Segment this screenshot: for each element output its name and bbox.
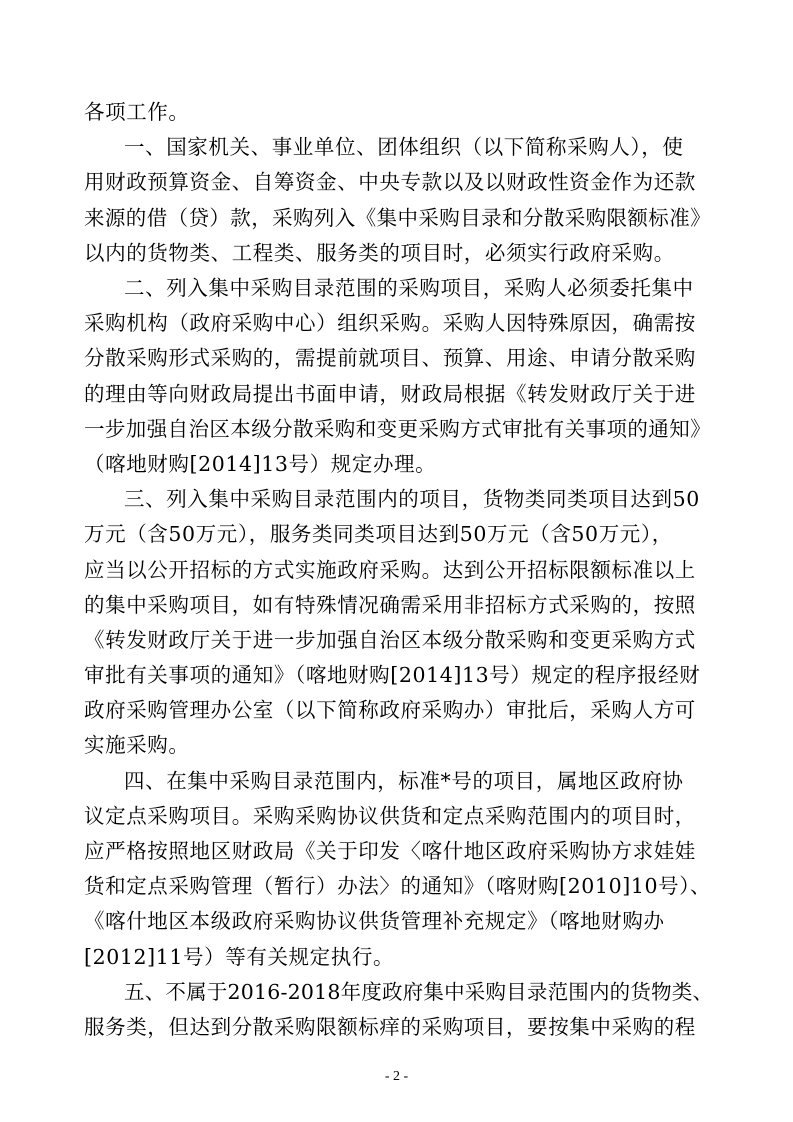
text-line: 来源的借（贷）款，采购列入《集中采购目录和分散采购限额标准》 xyxy=(84,206,711,230)
text-line: 实施采购。 xyxy=(84,733,190,757)
text-line: [2012]11号）等有关规定执行。 xyxy=(84,945,395,969)
text-line: 政府采购管理办公室（以下简称政府采购办）审批后，采购人方可 xyxy=(84,698,696,722)
text-line: （喀地财购[2014]13号）规定办理。 xyxy=(84,452,437,476)
text-line: 一步加强自治区本级分散采购和变更采购方式审批有关事项的通知》 xyxy=(84,417,711,441)
paragraph-4-start: 四、在集中采购目录范围内，标准*号的项目，属地区政府协 xyxy=(124,769,684,793)
text-line: 应严格按照地区财政局《关于印发〈喀什地区政府采购协方求娃娃 xyxy=(84,839,696,863)
text-line: 以内的货物类、工程类、服务类的项目时，必须实行政府采购。 xyxy=(84,241,675,265)
text-line: 《转发财政厅关于进一步加强自治区本级分散采购和变更采购方式 xyxy=(84,628,696,652)
text-line: 采购机构（政府采购中心）组织采购。采购人因特殊原因，确需按 xyxy=(84,311,696,335)
text-line: 货和定点采购管理（暂行）办法〉的通知》（喀财购[2010]10号）、 xyxy=(84,874,712,898)
text-line: 的理由等向财政局提出书面申请，财政局根据《转发财政厅关于进 xyxy=(84,382,696,406)
text-line: 《喀什地区本级政府采购协议供货管理补充规定》（喀地财购办 xyxy=(84,909,665,933)
paragraph-2-start: 二、列入集中采购目录范围的采购项目，采购人必须委托集中 xyxy=(124,276,694,300)
text-line: 服务类，但达到分散采购限额标痒的采购项目，要按集中采购的程 xyxy=(84,1015,696,1039)
text-line: 分散采购形式采购的，需提前就项目、预算、用途、申请分散采购 xyxy=(84,346,696,370)
text-line: 万元（含50万元），服务类同类项目达到50万元（含50万元）， xyxy=(84,522,673,546)
text-line: 的集中采购项目，如有特殊情况确需采用非招标方式采购的，按照 xyxy=(84,593,696,617)
text-line: 各项工作。 xyxy=(84,100,190,124)
paragraph-1-start: 一、国家机关、事业单位、团体组织（以下简称采购人），使 xyxy=(124,135,684,159)
paragraph-5-start: 五、不属于2016-2018年度政府集中采购目录范围内的货物类、 xyxy=(124,980,714,1004)
text-line: 审批有关事项的通知》（喀地财购[2014]13号）规定的程序报经财 xyxy=(84,663,701,687)
text-line: 应当以公开招标的方式实施政府采购。达到公开招标限额标准以上 xyxy=(84,558,696,582)
text-line: 议定点采购项目。采购采购协议供货和定点采购范围内的项目时， xyxy=(84,804,696,828)
text-line: 用财政预算资金、自筹资金、中央专款以及以财政性资金作为还款 xyxy=(84,170,696,194)
page-number: - 2 - xyxy=(384,1069,409,1084)
paragraph-3-start: 三、列入集中采购目录范围内的项目，货物类同类项目达到50 xyxy=(124,487,700,511)
